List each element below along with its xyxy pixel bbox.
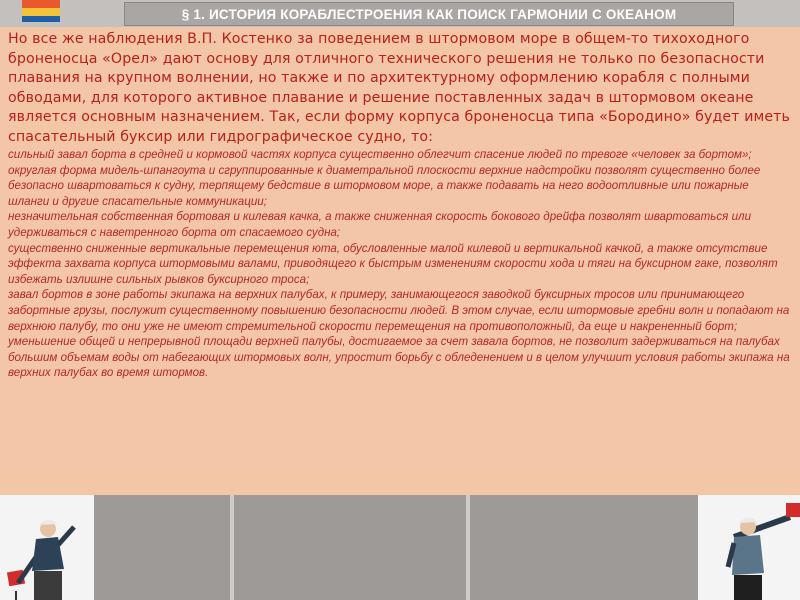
page-title: § 1. ИСТОРИЯ КОРАБЛЕСТРОЕНИЯ КАК ПОИСК ГАРМОНИИ С ОКЕАНОМ xyxy=(181,6,677,22)
point-1: сильный завал борта в средней и кормовой частях корпуса существенно облегчит спасение людей по тревоге «человек за бортом»; xyxy=(8,148,752,161)
signalman-left-icon xyxy=(6,499,90,600)
divider xyxy=(466,495,470,600)
intro-paragraph: Но все же наблюдения В.П. Костенко за поведением в штормовом море в общем-то тихоходного броненосца «Орел» дают основу для отличного технического решения не только по безопасности плавания на крупном волнении, но также и по архитектурному оформлению корабля с полными обводами, для которого активное плавание и решение поставленных задач в штормовом океане является основным назначением. Так, если форму корпуса броненосца типа «Бородино» будет иметь спасательный буксир или гидрографическое судно, то: xyxy=(8,31,791,145)
content-area xyxy=(0,27,800,495)
top-bar xyxy=(0,0,800,27)
bottom-strip xyxy=(0,495,800,600)
point-5: завал бортов в зоне работы экипажа на верхних палубах, к примеру, занимающегося заводкой буксирных тросов или принимающего забортные грузы, послужит существенному повышению безопасности людей. В этом случае, если штормовые гребни волн и попадают на верхнюю палубу, то они уже не имеют стремительной скорости перемещения на противоположный, да еще и накрененный борт; xyxy=(8,288,790,333)
point-6: уменьшение общей и непрерывной площади верхней палубы, достигаемое за счет завала бортов, не позволит задерживаться на палубах большим объемам воды от набегающих штормовых волн, упростит борьбу с обледенением и в целом улучшит условия работы экипажа на верхних палубах во время штормов. xyxy=(8,335,790,380)
right-image-panel xyxy=(698,495,800,600)
point-2: округлая форма мидель-шпангоута и сгруппированные к диаметральной плоскости верхние надстройки позволят существенно более безопасно швартоваться к судну, терпящему бедствие в штормовом море, а также подавать на него водоотливные или пожарные шланги и другие спасательные коммуникации; xyxy=(8,163,761,208)
divider xyxy=(230,495,234,600)
flag-icon xyxy=(22,0,60,22)
point-3: незначительная собственная бортовая и килевая качка, а также сниженная скорость бокового дрейфа позволят швартоваться или удерживаться с наветренного борта от спасаемого судна; xyxy=(8,210,752,239)
title-box xyxy=(124,2,734,26)
signalman-right-icon xyxy=(706,497,800,600)
point-4: существенно сниженные вертикальные перемещения юта, обусловленные малой килевой и вертикальной качкой, а также отсутствие эффекта захвата корпуса штормовыми валами, приводящего к быстрым изменениям скорости хода и тяги на буксирном гаке, позволят избежать излишне сильных рывков буксирного троса; xyxy=(8,241,778,286)
left-image-panel xyxy=(0,495,94,600)
